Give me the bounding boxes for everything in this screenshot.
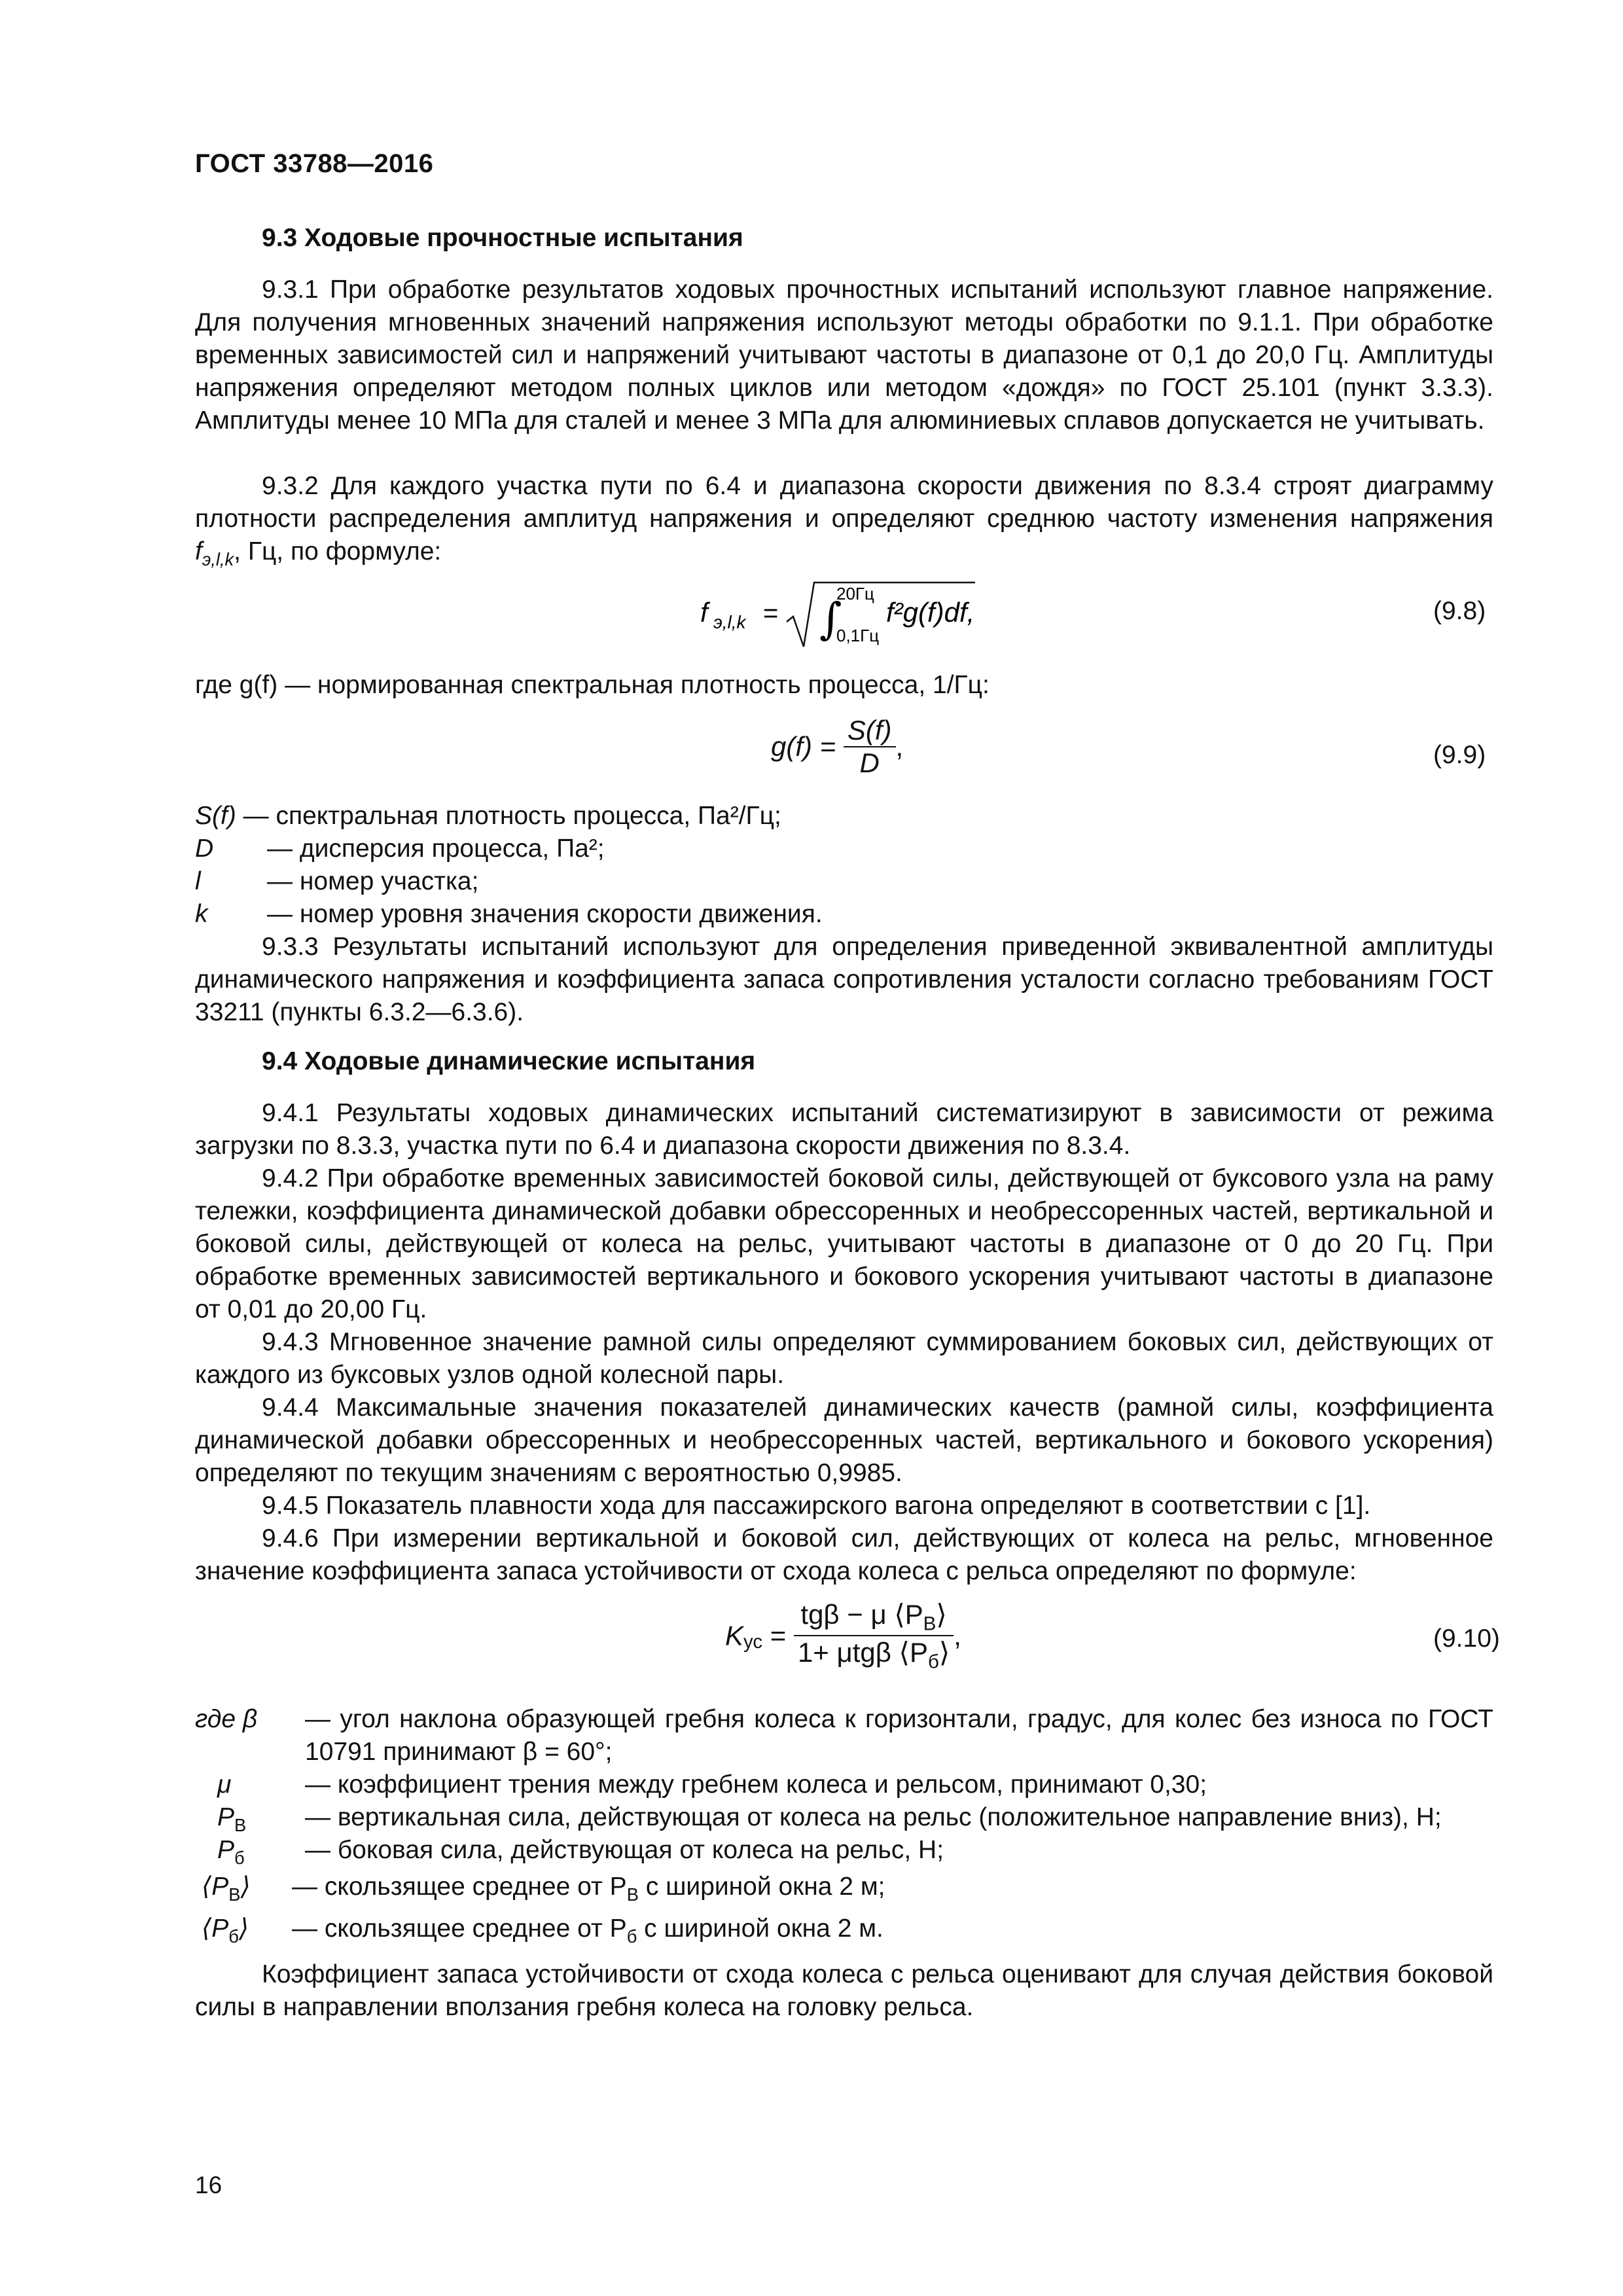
paragraph-9-4-5: 9.4.5 Показатель плавности хода для пассажирского вагона определяют в соответствии с [1]. <box>262 1492 1371 1520</box>
paragraph-9-4-1: 9.4.1 Результаты ходовых динамических испытаний систематизируют в зависимости от режима загрузки по 8.3.3, участка пути по 6.4 и диапазона скорости движения по 8.3.4. <box>195 1099 1493 1160</box>
section-heading-9-4: 9.4 Ходовые динамические испытания <box>262 1047 756 1075</box>
definition-beta: где β — угол наклона образующей гребня колеса к горизонтали, градус, для колес без износа по ГОСТ 10791 принимают β = 60°; <box>195 1705 1493 1766</box>
formula-9-8 <box>700 576 1054 661</box>
paragraph-9-4-2: 9.4.2 При обработке временных зависимостей боковой силы, действующей от буксового узла на раму тележки, коэффициента динамической добавки обрессоренных и необрессоренных частей, вертикальной и боковой силы, действующей от колеса на рельс, учитывают частоты в диапазоне от 0 до 20 Гц. При обработке временных зависимостей вертикального и бокового ускорения учитывают частоты в диапазоне от 0,01 до 20,00 Гц. <box>195 1164 1493 1323</box>
where-g-definition: где g(f) — нормированная спектральная плотность процесса, 1/Гц: <box>195 671 990 699</box>
equation-number-9-9: (9.9) <box>1433 741 1486 769</box>
definition-l: l — номер участка; <box>195 867 479 895</box>
equation-number-9-8: (9.8) <box>1433 597 1486 625</box>
formula-9-8-graphic <box>700 576 1054 655</box>
formula-9-10: $K_{ус}$ = $\frac{tg\beta - \mu ⟨P_В⟩}{1+ \mu tg\beta ⟨P_б⟩}$ , <box>725 1599 961 1673</box>
eq98-upper-limit: 20Гц <box>836 584 874 603</box>
paragraph-9-4-3: 9.4.3 Мгновенное значение рамной силы определяют суммированием боковых сил, действующих от каждого из буксовых узлов одной колесной пары. <box>195 1328 1493 1389</box>
paragraph-9-4-4: 9.4.4 Максимальные значения показателей динамических качеств (рамной силы, коэффициента динамической добавки обрессоренных и необрессоренных частей, вертикального и бокового ускорения) определяют по текущим значениям с вероятностью 0,9985. <box>195 1393 1493 1487</box>
eq910-numerator: tgβ − μ $⟨P_В⟩$ <box>794 1598 954 1636</box>
definition-k: k — номер уровня значения скорости движения. <box>195 900 823 928</box>
eq99-numerator: S(f) <box>844 715 896 747</box>
eq910-denominator: 1+ μtgβ $⟨P_б⟩$ <box>797 1637 950 1673</box>
eq99-denominator: D <box>859 747 880 778</box>
eq99-lhs: g(f) = <box>771 731 836 762</box>
eq98-lhs: f <box>700 597 708 628</box>
definition-d: D — дисперсия процесса, Па²; <box>195 834 605 863</box>
definition-pb: $P_б$ — боковая сила, действующая от колеса на рельс, Н; <box>217 1836 944 1868</box>
definition-avg-pv: $⟨P_В⟩$ — скользящее среднее от $P_В$ с шириной окна 2 м; <box>202 1873 885 1905</box>
eq98-body: f²g(f)df, <box>886 597 975 628</box>
definition-pv: $P_В$ — вертикальная сила, действующая от колеса на рельс (положительное направление вниз), Н; <box>217 1803 1442 1835</box>
paragraph-9-4-6: 9.4.6 При измерении вертикальной и боковой сил, действующих от колеса на рельс, мгновенное значение коэффициента запаса устойчивости от схода колеса с рельса определяют по формуле: <box>195 1524 1493 1585</box>
svg-text:∫: ∫ <box>819 594 842 644</box>
paragraph-9-3-3: 9.3.3 Результаты испытаний используют для определения приведенной эквивалентной амплитуды динамического напряжения и коэффициента запаса сопротивления усталости согласно требованиям ГОСТ 33211 (пункты 6.3.2—6.3.6). <box>195 933 1493 1026</box>
equation-number-9-10: (9.10) <box>1433 1624 1500 1653</box>
eq98-lhs-sub: э,l,k <box>713 612 746 632</box>
paragraph-9-3-2: 9.3.2 Для каждого участка пути по 6.4 и диапазона скорости движения по 8.3.4 строят диаграмму плотности распределения амплитуд напряжения и определяют среднюю частоту изменения напряжения $f_{э,l,k}$, Гц, по формуле: <box>195 472 1493 569</box>
paragraph-final: Коэффициент запаса устойчивости от схода колеса с рельса оценивают для случая действия боковой силы в направлении вползания гребня колеса на головку рельса. <box>195 1960 1493 2021</box>
paragraph-9-3-1: 9.3.1 При обработке результатов ходовых прочностных испытаний используют главное напряжение. Для получения мгновенных значений напряжения используют методы обработки по 9.1.1. При обработке временных зависимостей сил и напряжений учитывают частоты в диапазоне от 0,1 до 20,0 Гц. Амплитуды напряжения определяют методом полных циклов или методом «дождя» по ГОСТ 25.101 (пункт 3.3.3). Амплитуды менее 10 МПа для сталей и менее 3 МПа для алюминиевых сплавов допускается не учитывать. <box>195 276 1493 435</box>
formula-9-9: g(f) = $\frac{S(f)}{D}$ , <box>771 715 904 778</box>
document-header: ГОСТ 33788—2016 <box>195 149 434 178</box>
svg-text:=: = <box>763 599 779 628</box>
eq99-fraction <box>844 715 896 779</box>
definition-avg-pb: $⟨P_б⟩$ — скользящее среднее от $P_б$ с шириной окна 2 м. <box>202 1914 883 1946</box>
definition-mu: μ — коэффициент трения между гребнем колеса и рельсом, принимают 0,30; <box>217 1770 1207 1799</box>
eq910-fraction <box>794 1598 954 1674</box>
page-number: 16 <box>195 2172 223 2198</box>
definition-s: S(f) — спектральная плотность процесса, Па²/Гц; <box>195 802 781 830</box>
section-heading-9-3: 9.3 Ходовые прочностные испытания <box>262 224 743 252</box>
eq98-lower-limit: 0,1Гц <box>836 626 880 645</box>
